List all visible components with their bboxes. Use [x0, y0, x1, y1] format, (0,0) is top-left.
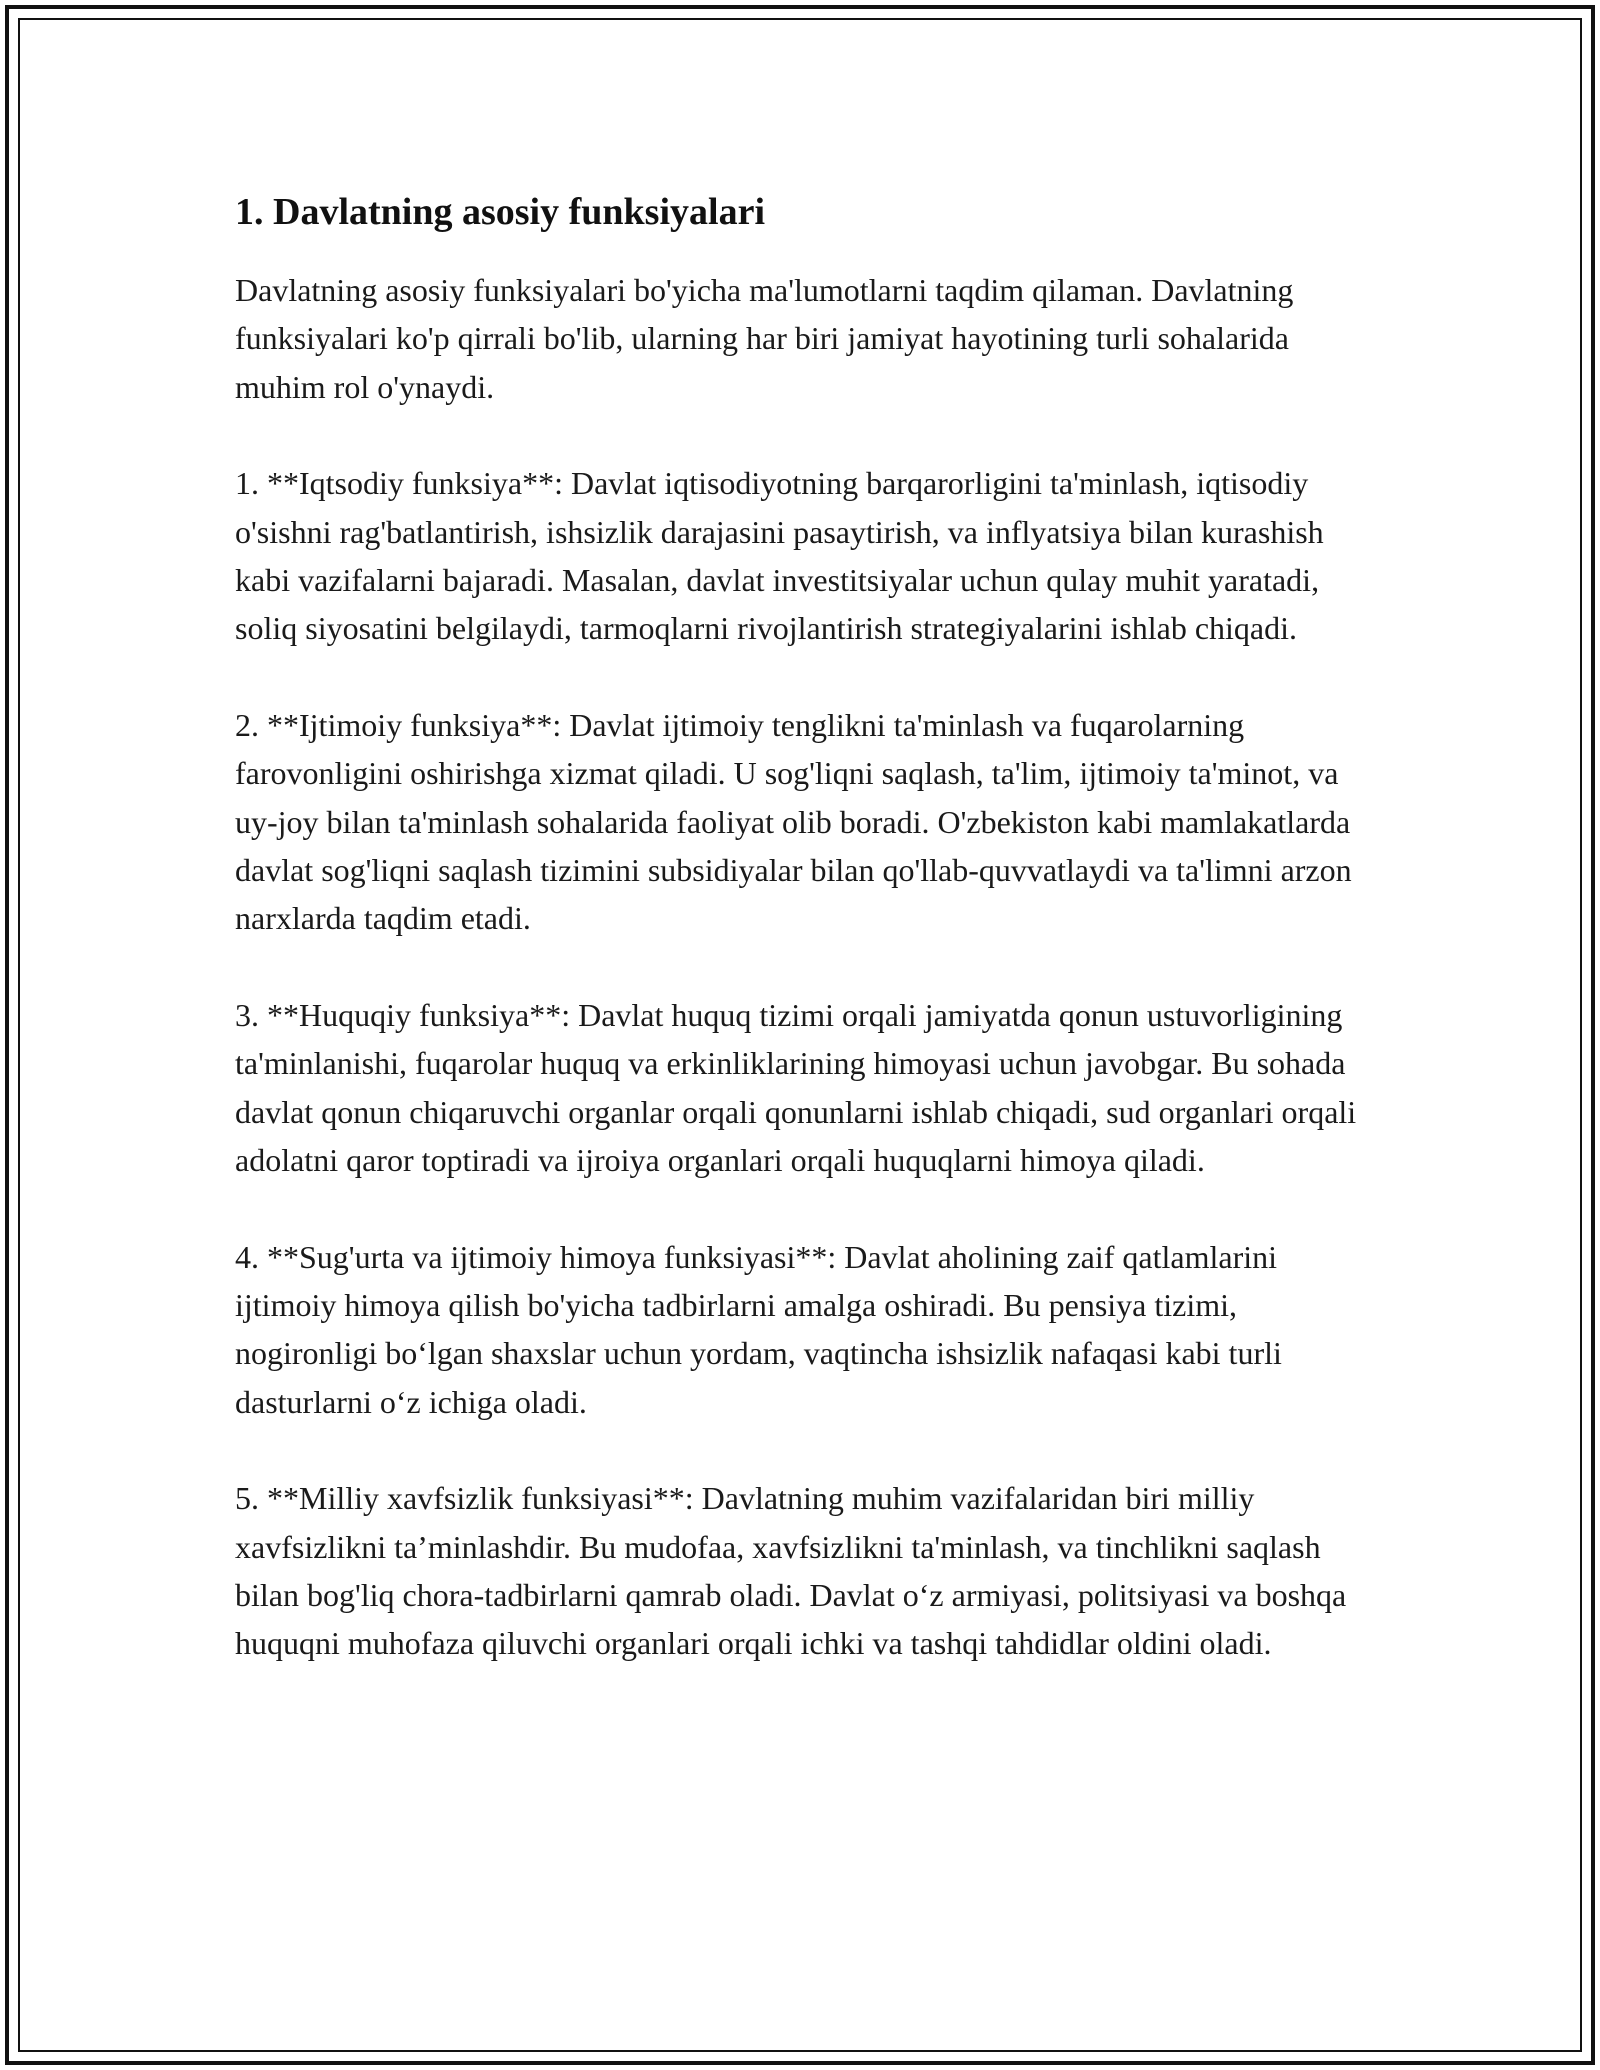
section-national-security-function: 5. **Milliy xavfsizlik funksiyasi**: Davlatning muhim vazifalaridan biri milliy xavfsizlikni ta’minlashdir. Bu mudofaa, xavfsizlikni ta'minlash, va tinchlikni saqlash bilan bog'liq chora-tadbirlarni qamrab oladi. Davlat o‘z armiyasi, politsiyasi va boshqa huquqni muhofaza qiluvchi organlari orqali ichki va tashqi tahdidlar oldini oladi. [235, 1480, 1347, 1662]
section-social-function: 2. **Ijtimoiy funksiya**: Davlat ijtimoiy tenglikni ta'minlash va fuqarolarning farovonligini oshirishga xizmat qiladi. U sog'liqni saqlash, ta'lim, ijtimoiy ta'minot, va uy-joy bilan ta'minlash sohalarida faoliyat olib boradi. O'zbekiston kabi mamlakatlarda davlat sog'liqni saqlash tizimini subsidiyalar bilan qo'llab-quvvatlaydi va ta'limni arzon narxlarda taqdim etadi. [235, 706, 1352, 937]
section-legal-function: 3. **Huquqiy funksiya**: Davlat huquq tizimi orqali jamiyatda qonun ustuvorligining ta'minlanishi, fuqarolar huquq va erkinliklarining himoyasi uchun javobgar. Bu sohada davlat qonun chiqaruvchi organlar orqali qonunlarni ishlab chiqadi, sud organlari orqali adolatni qaror toptiradi va ijroiya organlari orqali huquqlarni himoya qiladi. [235, 996, 1357, 1179]
document-title: 1. Davlatning asosiy funksiyalari [235, 191, 765, 233]
section-insurance-social-protection-function: 4. **Sug'urta va ijtimoiy himoya funksiyasi**: Davlat aholining zaif qatlamlarini ijtimoiy himoya qilish bo'yicha tadbirlarni amalga oshiradi. Bu pensiya tizimi, nogironligi bo‘lgan shaxslar uchun yordam, vaqtincha ishsizlik nafaqasi kabi turli dasturlarni o‘z ichiga oladi. [235, 1238, 1282, 1420]
section-economic-function: 1. **Iqtsodiy funksiya**: Davlat iqtisodiyotning barqarorligini ta'minlash, iqtisodiy o'sishni rag'batlantirish, ishsizlik darajasini pasaytirish, va inflyatsiya bilan kurashish kabi vazifalarni bajaradi. Masalan, davlat investitsiyalar uchun qulay muhit yaratadi, soliq siyosatini belgilaydi, tarmoqlarni rivojlantirish strategiyalarini ishlab chiqadi. [235, 465, 1324, 647]
document-body [235, 186, 1365, 1668]
intro-paragraph: Davlatning asosiy funksiyalari bo'yicha ma'lumotlarni taqdim qilaman. Davlatning funksiyalari ko'p qirrali bo'lib, ularning har biri jamiyat hayotining turli sohalarida muhim rol o'ynaydi. [235, 272, 1294, 405]
